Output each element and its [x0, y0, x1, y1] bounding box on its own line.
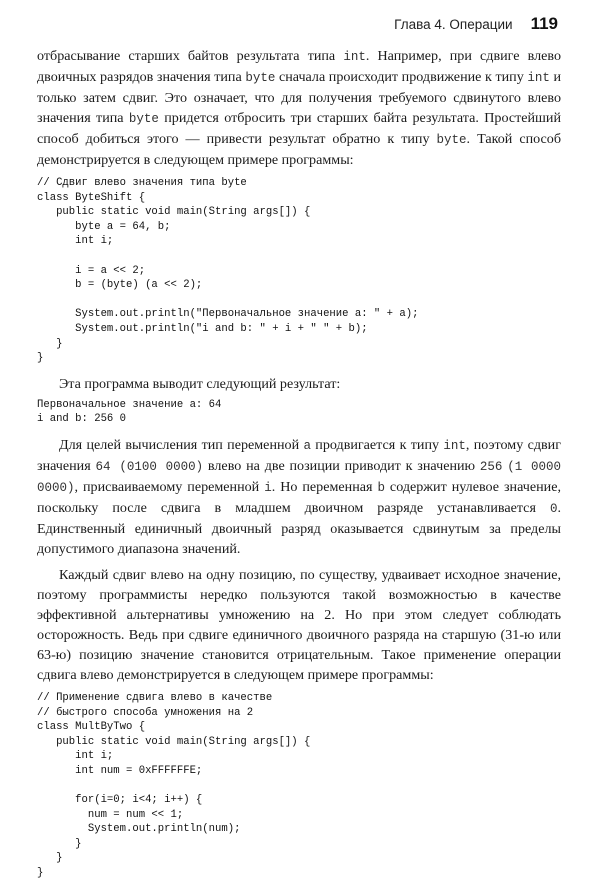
- code-line: int num = 0xFFFFFFE;: [37, 764, 203, 777]
- code-line: // Применение сдвига влево в качестве: [37, 691, 273, 704]
- code-line: [37, 249, 561, 264]
- text-run: . Но переменная: [271, 478, 378, 495]
- code-line: }: [37, 837, 82, 850]
- inline-code: byte: [245, 71, 276, 85]
- text-run: . Единственный единичный двоичный разряд оказывается сдвинутым за пределы допустимого диапазона значений.: [37, 499, 561, 557]
- code-line: for(i=0; i<4; i++) {: [37, 794, 203, 807]
- code-line: class MultByTwo {: [37, 721, 146, 734]
- text-run: придется отбросить три старших байта результата. Простейший способ добиться этого — привести результат обратно к типу: [37, 110, 561, 147]
- text-run: отбрасывание старших байтов результата типа: [37, 48, 344, 64]
- code-listing-multbytwo: [37, 691, 561, 881]
- code-line: byte a = 64, b;: [37, 220, 171, 233]
- text-run: Для целей вычисления тип переменной: [59, 436, 304, 453]
- text-run: продвигается к типу: [310, 436, 444, 453]
- code-line: class ByteShift {: [37, 191, 146, 204]
- inline-code: int: [527, 71, 550, 85]
- code-line: System.out.println("Первоначальное значение a: " + a);: [37, 308, 419, 321]
- page-header: [394, 14, 558, 34]
- chapter-title: Глава 4. Операции: [394, 17, 513, 32]
- text-run: сначала происходит продвижение к типу: [275, 69, 528, 85]
- inline-code: byte: [128, 112, 159, 126]
- page-number: 119: [530, 14, 558, 33]
- inline-code: int: [443, 438, 466, 453]
- code-line: System.out.println(num);: [37, 823, 241, 836]
- inline-code: 0: [549, 501, 558, 516]
- program-output: [37, 398, 561, 427]
- code-listing-byteshift: [37, 176, 561, 366]
- code-line: public static void main(String args[]) {: [37, 735, 311, 748]
- code-line: public static void main(String args[]) {: [37, 206, 311, 219]
- inline-code: a: [303, 438, 311, 453]
- code-line: // быстрого способа умножения на 2: [37, 706, 254, 719]
- code-line: num = num << 1;: [37, 808, 184, 821]
- inline-code: 256: [479, 459, 503, 474]
- inline-code: (1 0000 0000): [37, 459, 561, 495]
- inline-code: b: [377, 480, 385, 495]
- paragraph-promotion-explanation: [37, 435, 561, 559]
- inline-code: byte: [436, 133, 467, 147]
- code-line: System.out.println("i and b: " + i + " " + b);: [37, 322, 368, 335]
- text-run: влево на две позиции приводит к значению: [203, 457, 480, 474]
- paragraph-byte-shift-intro: [37, 46, 561, 170]
- text-run: содержит нулевое значение, поскольку после сдвига в младшем двоичном разряде устанавливается: [37, 478, 561, 516]
- code-line: b = (byte) (a << 2);: [37, 279, 203, 292]
- inline-code: 64 (0100 0000): [95, 459, 204, 474]
- code-line: int i;: [37, 750, 114, 763]
- inline-code: i: [264, 480, 272, 495]
- code-line: Первоначальное значение a: 64: [37, 398, 222, 411]
- code-line: }: [37, 352, 44, 365]
- text-run: , присваиваемому переменной: [74, 478, 265, 495]
- text-run: и только затем сдвиг. Это означает, что для получения требуемого сдвинутого влево значения типа: [37, 69, 561, 126]
- text-run: , поэтому сдвиг значения: [37, 436, 561, 474]
- code-line: }: [37, 867, 44, 880]
- code-line: }: [37, 852, 63, 865]
- paragraph-multiply-by-two: Каждый сдвиг влево на одну позицию, по существу, удваивает исходное значение, поэтому программисты нередко пользуются такой возможностью в качестве эффективной альтернативы умножению на 2. Но при этом следует соблюдать осторожность. Ведь при сдвиге единичного двоичного разряда на старшую (31-ю или 63-ю) позицию значение становится отрицательным. Такое применение операции сдвига влево демонстрируется в следующем примере программы:: [37, 566, 561, 683]
- code-line: i = a << 2;: [37, 264, 146, 277]
- text-run: . Например, при сдвиге влево двоичных разрядов значения типа: [37, 48, 561, 85]
- code-line: [37, 293, 561, 308]
- paragraph-output-intro: Эта программа выводит следующий результат:: [59, 375, 341, 392]
- text-run: . Такой способ демонстрируется в следующем примере программы:: [37, 131, 561, 168]
- inline-code: int: [343, 50, 366, 64]
- code-line: [37, 778, 561, 793]
- code-line: }: [37, 337, 63, 350]
- code-line: int i;: [37, 235, 114, 248]
- page-content: [37, 46, 561, 881]
- code-line: // Сдвиг влево значения типа byte: [37, 177, 247, 189]
- code-line: i and b: 256 0: [37, 413, 127, 426]
